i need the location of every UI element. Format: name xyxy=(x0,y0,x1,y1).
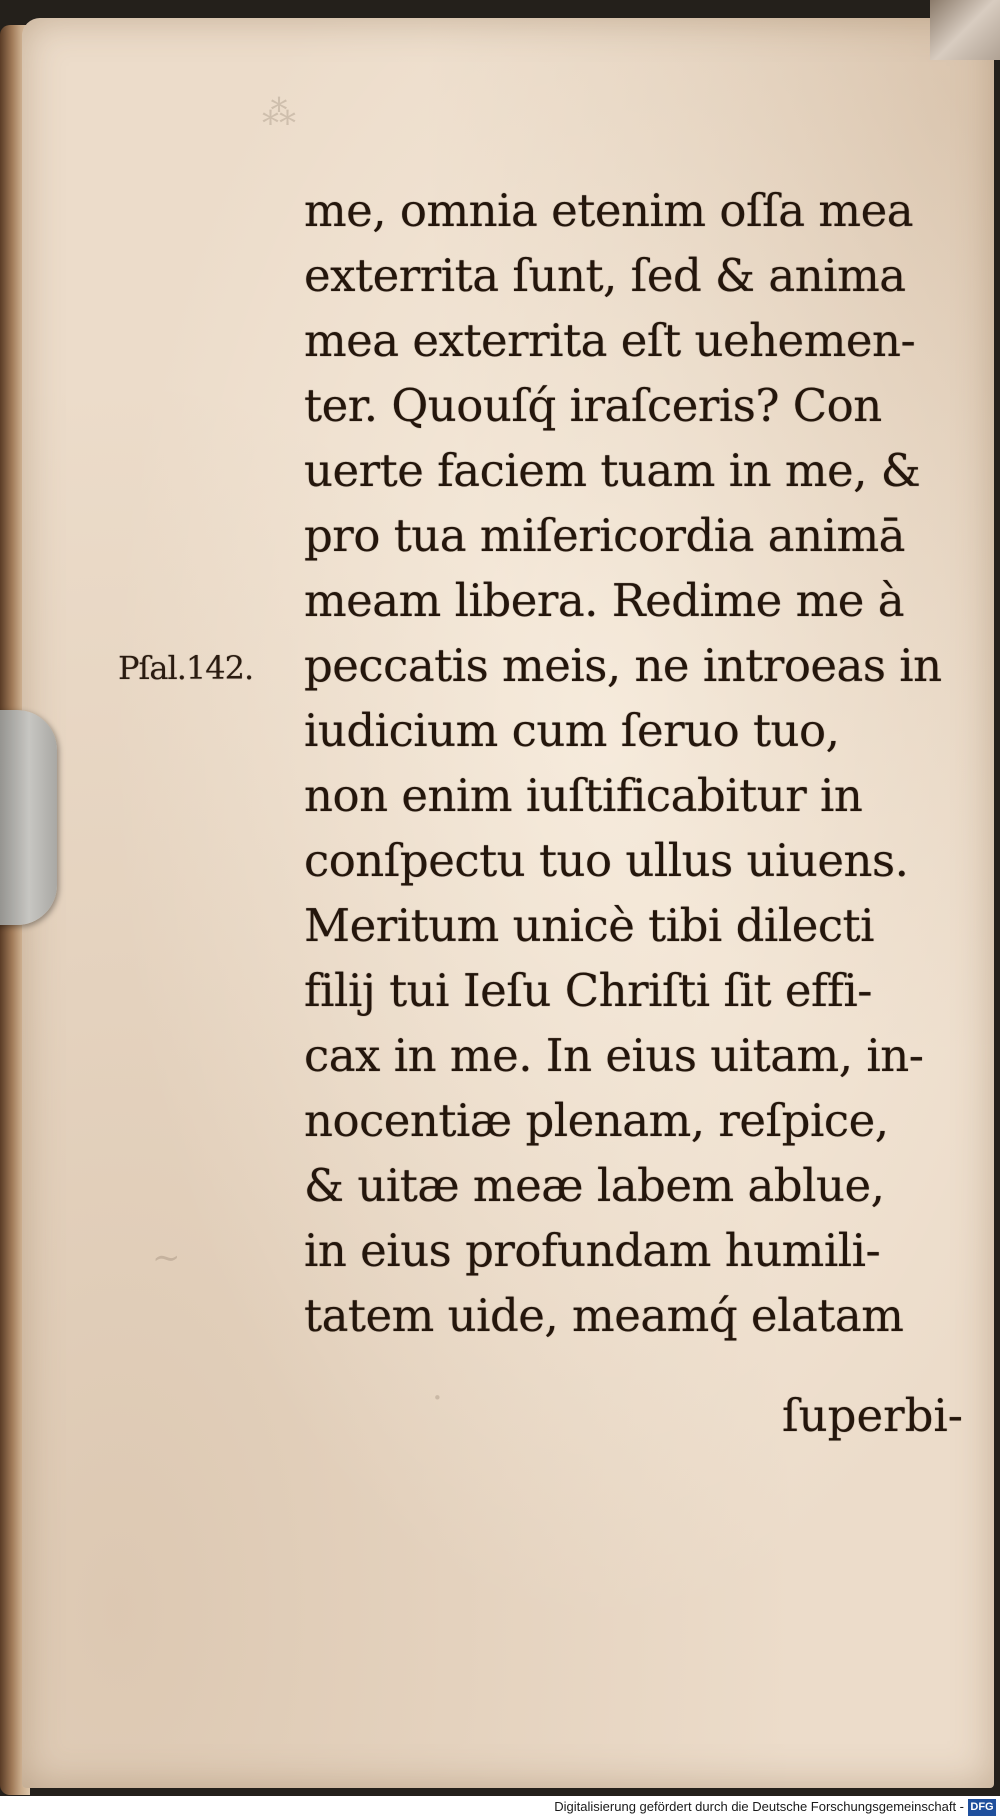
show-through-mark: ⁂ xyxy=(262,93,298,133)
next-leaves-corner xyxy=(930,0,1000,60)
text-line: in eius profundam humili- xyxy=(304,1224,881,1277)
text-line: me, omnia etenim oſſa mea xyxy=(304,184,914,237)
text-line: meam libera. Redime me à xyxy=(304,574,905,627)
text-line: mea exterrita eſt uehemen- xyxy=(304,314,916,367)
dfg-logo: DFG xyxy=(968,1799,996,1816)
text-line: & uitæ meæ labem ablue, xyxy=(304,1159,885,1212)
text-line: filij tui Ieſu Chriſti ſit effi- xyxy=(304,964,872,1017)
text-line: cax in me. In eius uitam, in- xyxy=(304,1029,924,1082)
show-through-mark: · xyxy=(432,1378,445,1418)
show-through-mark: ∼ xyxy=(152,1238,183,1278)
margin-note: Pſal.142. xyxy=(118,649,254,687)
text-line: tatem uide, meamq́ elatam xyxy=(304,1289,904,1342)
text-line: pro tua miſericordia animā xyxy=(304,509,906,562)
text-line: Meritum unicè tibi dilecti xyxy=(304,899,875,952)
text-line: iudicium cum ſeruo tuo, xyxy=(304,704,840,757)
text-line: uerte faciem tuam in me, & xyxy=(304,444,921,497)
funding-credit: Digitalisierung gefördert durch die Deutsche Forschungsgemeinschaft - xyxy=(554,1799,964,1814)
text-line: exterrita ſunt, ſed & anima xyxy=(304,249,906,302)
text-line: nocentiæ plenam, reſpice, xyxy=(304,1094,889,1147)
book-page xyxy=(22,18,994,1788)
text-line: peccatis meis, ne introeas in xyxy=(304,639,942,692)
digitization-footer xyxy=(0,1796,1000,1820)
text-line: non enim iuſtificabitur in xyxy=(304,769,863,822)
text-line: conſpectu tuo ullus uiuens. xyxy=(304,834,909,887)
page-clip xyxy=(0,710,57,925)
text-line: ter. Quouſq́ iraſceris? Con xyxy=(304,379,882,432)
catchword: ſuperbi- xyxy=(782,1389,963,1442)
page-text-block xyxy=(304,178,984,1348)
